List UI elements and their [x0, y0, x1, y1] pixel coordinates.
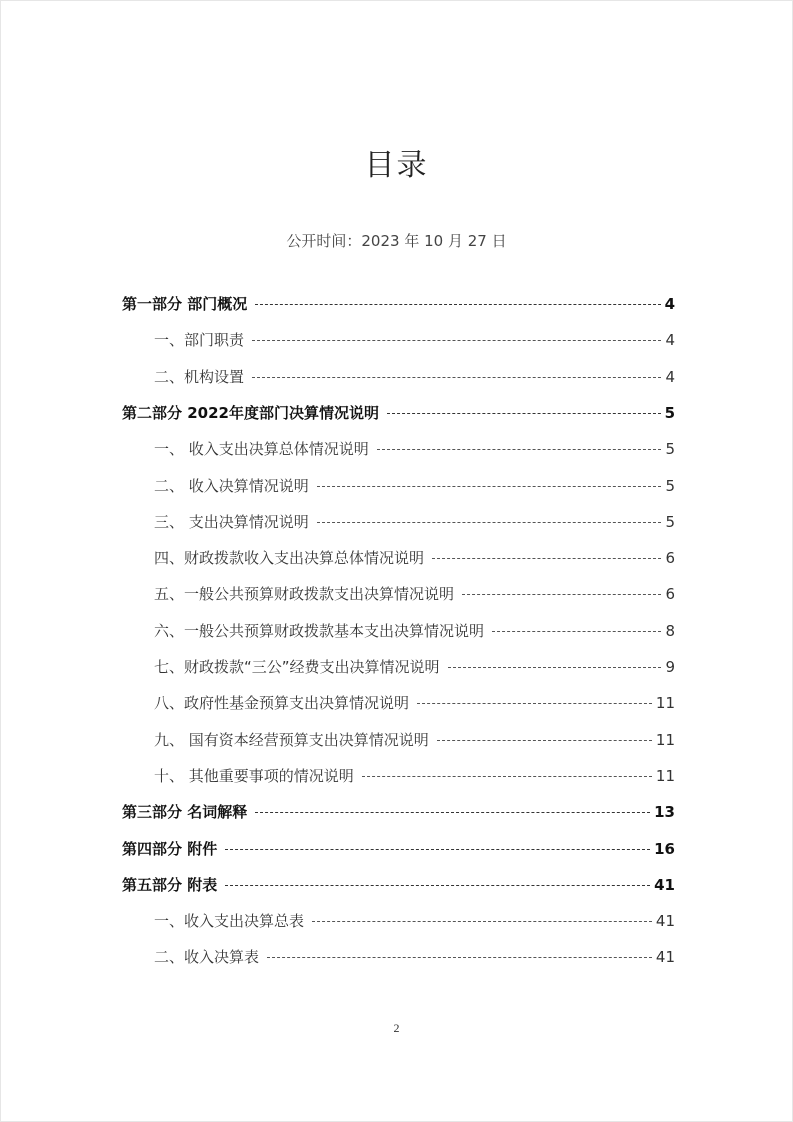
toc-section-entry[interactable]	[154, 909, 675, 933]
toc-entry-page: 41	[655, 912, 675, 931]
toc-entry-page: 6	[665, 549, 675, 568]
toc-section-entry[interactable]	[154, 764, 675, 788]
toc-entry-page: 13	[654, 803, 675, 822]
toc-section-entry[interactable]	[154, 619, 675, 643]
toc-section-entry[interactable]	[154, 510, 675, 534]
toc-dot-leader	[252, 339, 661, 341]
toc-entry-page: 4	[665, 367, 675, 386]
toc-section-entry[interactable]	[154, 728, 675, 752]
toc-entry-page: 5	[665, 476, 675, 495]
toc-section-entry[interactable]	[154, 582, 675, 606]
toc-entry-page: 4	[665, 331, 675, 350]
toc-dot-leader	[252, 376, 661, 378]
toc-entry-label: 九、 国有资本经营预算支出决算情况说明	[154, 730, 429, 749]
toc-entry-label: 一、 收入支出决算总体情况说明	[154, 440, 369, 459]
toc-entry-label: 二、 收入决算情况说明	[154, 476, 309, 495]
toc-section-entry[interactable]	[154, 437, 675, 461]
toc-part-entry[interactable]	[122, 873, 675, 897]
toc-dot-leader	[225, 884, 650, 886]
toc-section-entry[interactable]	[154, 546, 675, 570]
toc-entry-label: 二、收入决算表	[154, 948, 260, 967]
toc-entry-label: 第四部分 附件	[122, 839, 218, 858]
toc-entry-label: 六、一般公共预算财政拨款基本支出决算情况说明	[154, 621, 485, 640]
toc-entry-page: 5	[664, 403, 675, 422]
toc-dot-leader	[462, 593, 661, 595]
toc-entry-page: 8	[665, 621, 675, 640]
toc-entry-label: 四、财政拨款收入支出决算总体情况说明	[154, 549, 425, 568]
toc-dot-leader	[448, 666, 662, 668]
toc-dot-leader	[255, 811, 650, 813]
toc-entry-label: 第五部分 附表	[122, 875, 218, 894]
toc-part-entry[interactable]	[122, 401, 675, 425]
toc-section-entry[interactable]	[154, 474, 675, 498]
toc-entry-label: 一、收入支出决算总表	[154, 912, 305, 931]
toc-entry-page: 16	[654, 839, 675, 858]
toc-entry-label: 第一部分 部门概况	[122, 295, 248, 313]
toc-entry-page: 9	[665, 658, 675, 676]
toc-entry-page: 11	[655, 766, 675, 785]
toc-entry-label: 八、政府性基金预算支出决算情况说明	[154, 694, 410, 713]
toc-section-entry[interactable]	[154, 328, 675, 352]
toc-dot-leader	[362, 775, 652, 777]
toc-entry-label: 二、机构设置	[154, 367, 245, 386]
toc-section-entry[interactable]	[154, 655, 675, 679]
toc-section-entry[interactable]	[154, 945, 675, 969]
toc-dot-leader	[317, 521, 662, 523]
toc-entry-page: 5	[665, 440, 675, 459]
toc-dot-leader	[255, 303, 660, 305]
toc-dot-leader	[417, 702, 652, 704]
toc-entry-page: 41	[654, 875, 675, 894]
toc-entry-label: 五、一般公共预算财政拨款支出决算情况说明	[154, 585, 455, 604]
page-title: 目录	[364, 148, 429, 183]
toc-dot-leader	[267, 956, 652, 958]
toc-entry-label: 一、部门职责	[154, 331, 245, 350]
toc-dot-leader	[225, 848, 650, 850]
toc-entry-page: 11	[655, 730, 675, 749]
toc-entry-page: 5	[665, 512, 675, 531]
toc-entry-label: 第三部分 名词解释	[122, 803, 248, 822]
publish-date: 公开时间：2023 年 10 月 27 日	[286, 232, 507, 250]
toc-dot-leader	[312, 920, 652, 922]
page-number: 2	[393, 1021, 400, 1035]
toc-dot-leader	[437, 739, 652, 741]
toc-dot-leader	[377, 448, 662, 450]
toc-entry-page: 6	[665, 585, 675, 604]
toc-entry-label: 七、财政拨款“三公”经费支出决算情况说明	[154, 658, 440, 676]
toc-entry-page: 4	[664, 295, 675, 313]
toc-entry-label: 十、 其他重要事项的情况说明	[154, 766, 354, 785]
toc-dot-leader	[387, 412, 661, 414]
toc-entry-label: 三、 支出决算情况说明	[154, 512, 309, 531]
toc-entry-page: 11	[655, 694, 675, 713]
toc-entry-label: 第二部分 2022年度部门决算情况说明	[122, 403, 379, 422]
toc-section-entry[interactable]	[154, 365, 675, 389]
toc-dot-leader	[492, 630, 661, 632]
toc-section-entry[interactable]	[154, 691, 675, 715]
toc-part-entry[interactable]	[122, 800, 675, 824]
toc-dot-leader	[432, 557, 661, 559]
toc-part-entry[interactable]	[122, 837, 675, 861]
toc-part-entry[interactable]	[122, 292, 675, 316]
toc-dot-leader	[317, 485, 662, 487]
toc-entry-page: 41	[655, 948, 675, 967]
